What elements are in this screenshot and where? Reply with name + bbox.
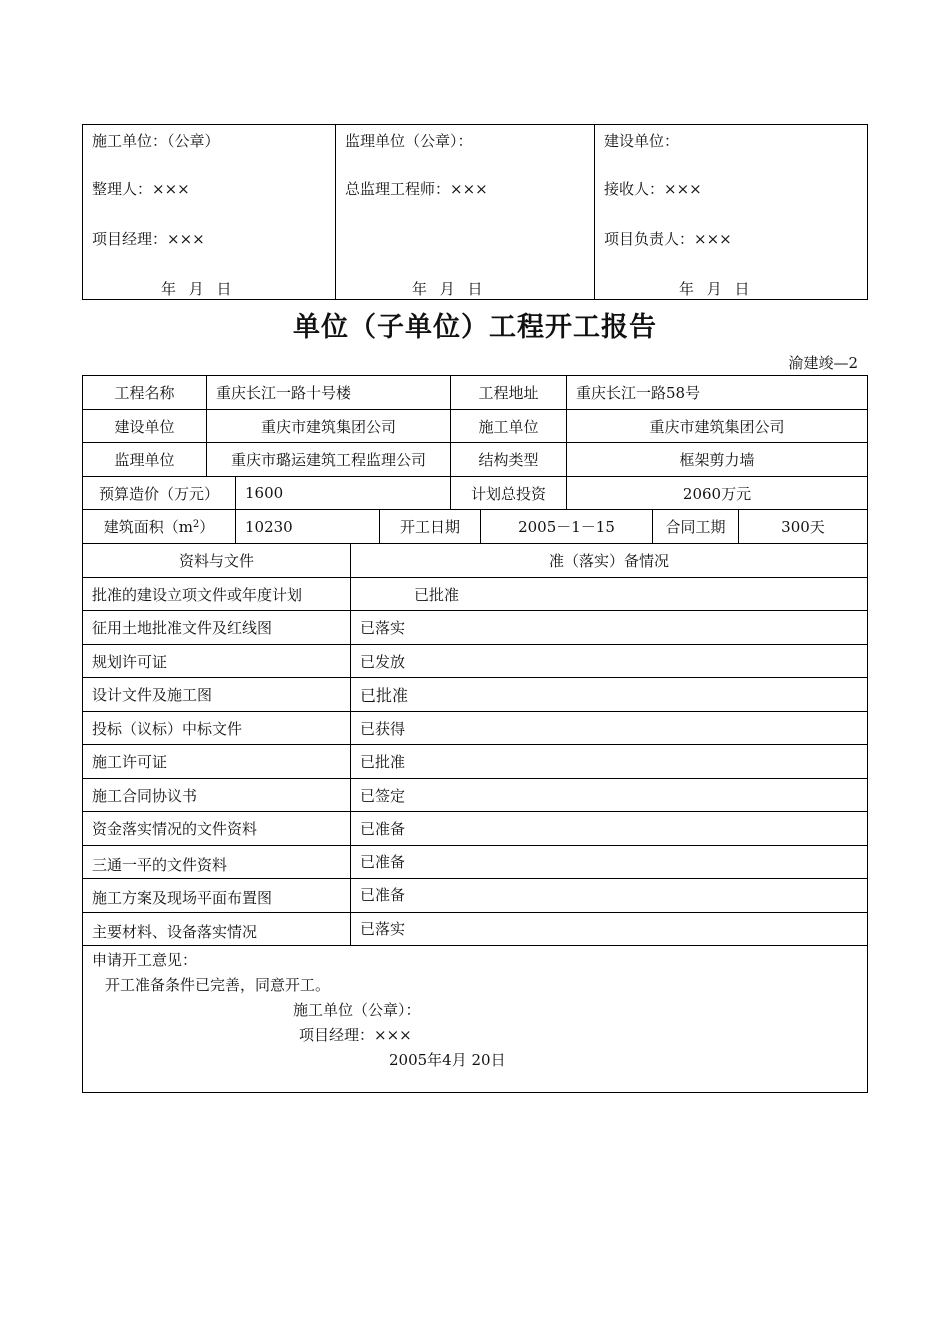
owner-date: 年 月 日: [679, 280, 750, 298]
structure-value: 框架剪力墙: [566, 443, 867, 476]
construction-unit-label: 施工单位：（公章）: [92, 132, 220, 150]
doc-name: 三通一平的文件资料: [92, 855, 228, 874]
doc-row: [83, 913, 867, 946]
doc-name: 投标（议标）中标文件: [92, 719, 243, 738]
project-address-label: 工程地址: [450, 376, 566, 409]
opinion-label: 申请开工意见：: [92, 951, 198, 969]
doc-row: [83, 611, 867, 645]
doc-name: 规划许可证: [92, 652, 168, 671]
supervision-date: 年 月 日: [412, 280, 483, 298]
contractor-value: 重庆市建筑集团公司: [566, 410, 867, 442]
doc-status: 已发放: [350, 645, 867, 677]
doc-status: 已批准: [350, 745, 867, 778]
organizer-line: 整理人：×××: [92, 180, 190, 198]
investment-value: 2060万元: [566, 477, 867, 509]
doc-row: [83, 645, 867, 678]
opinion-unit: 施工单位（公章）：: [293, 1001, 421, 1019]
investment-label: 计划总投资: [450, 477, 566, 509]
doc-name: 施工许可证: [92, 753, 168, 771]
signature-block: [82, 124, 868, 300]
structure-label: 结构类型: [450, 443, 566, 476]
info-row-owner: [83, 410, 867, 443]
receiver-line: 接收人：×××: [604, 180, 702, 198]
doc-name: 资金落实情况的文件资料: [92, 820, 258, 838]
project-name-label: 工程名称: [114, 384, 175, 402]
start-date-value: 2005－1－15: [480, 510, 652, 543]
project-address-value: 重庆长江一路58号: [566, 376, 867, 409]
opinion-date: 2005年4月 20日: [389, 1051, 506, 1069]
doc-name: 施工合同协议书: [92, 786, 198, 805]
area-value: 10230: [235, 510, 379, 543]
supervisor-value: 重庆市璐运建筑工程监理公司: [206, 443, 450, 476]
doc-status: 已获得: [350, 712, 867, 744]
supervision-unit-label: 监理单位（公章）：: [345, 132, 473, 150]
doc-name: 施工方案及现场平面布置图: [92, 889, 273, 907]
doc-row: [83, 846, 867, 879]
doc-row: [83, 712, 867, 745]
info-row-budget: [83, 477, 867, 510]
docs-header-row: [83, 544, 867, 578]
opinion-manager: 项目经理：×××: [299, 1026, 412, 1044]
supervision-signature-column: [335, 125, 595, 299]
doc-row: [83, 678, 867, 712]
doc-status: 已准备: [350, 812, 867, 845]
doc-row: [83, 879, 867, 913]
project-manager-line: 项目经理：×××: [92, 230, 205, 248]
doc-row: [83, 779, 867, 812]
doc-row: [83, 745, 867, 779]
area-label: 建筑面积（m $^2$ ）: [103, 518, 215, 536]
owner-unit-label: 建设单位：: [604, 132, 680, 150]
doc-status: 已批准: [350, 678, 867, 711]
budget-value: 1600: [235, 477, 450, 509]
budget-label: 预算造价（万元）: [98, 484, 219, 503]
doc-status: 已批准: [350, 578, 867, 610]
docs-header-name: 资料与文件: [178, 552, 254, 570]
owner-value: 重庆市建筑集团公司: [206, 410, 450, 442]
info-row-project: [83, 376, 867, 410]
doc-name: 征用土地批准文件及红线图: [92, 619, 273, 637]
contractor-label: 施工单位: [450, 410, 566, 442]
report-title: 单位（子单位）工程开工报告: [293, 312, 657, 343]
start-date-label: 开工日期: [379, 510, 480, 543]
info-row-area: [83, 510, 867, 544]
doc-status: 已落实: [350, 611, 867, 644]
supervisor-label: 监理单位: [114, 451, 175, 469]
construction-date: 年 月 日: [161, 280, 232, 298]
contract-period-value: 300天: [738, 510, 867, 543]
opinion-text: 开工准备条件已完善，同意开工。: [105, 976, 331, 994]
doc-status: 已落实: [350, 913, 867, 945]
doc-name: 设计文件及施工图: [92, 686, 213, 704]
owner-signature-column: [594, 125, 867, 299]
doc-name: 批准的建设立项文件或年度计划: [92, 585, 303, 604]
docs-header-status: 准（落实）备情况: [350, 544, 867, 577]
doc-row: [83, 578, 867, 611]
doc-name: 主要材料、设备落实情况: [92, 922, 258, 941]
owner-label: 建设单位: [114, 417, 175, 436]
contract-period-label: 合同工期: [652, 510, 738, 543]
doc-status: 已准备: [350, 879, 867, 912]
doc-status: 已签定: [350, 779, 867, 811]
report-table: [82, 375, 868, 1093]
chief-engineer-line: 总监理工程师：×××: [345, 180, 488, 198]
doc-row: [83, 812, 867, 846]
doc-status: 已准备: [350, 846, 867, 878]
construction-signature-column: [83, 125, 335, 299]
info-row-supervisor: [83, 443, 867, 477]
project-name-value: 重庆长江一路十号楼: [206, 376, 450, 409]
project-lead-line: 项目负责人：×××: [604, 230, 732, 248]
document-number: 渝建竣—2: [788, 354, 858, 372]
